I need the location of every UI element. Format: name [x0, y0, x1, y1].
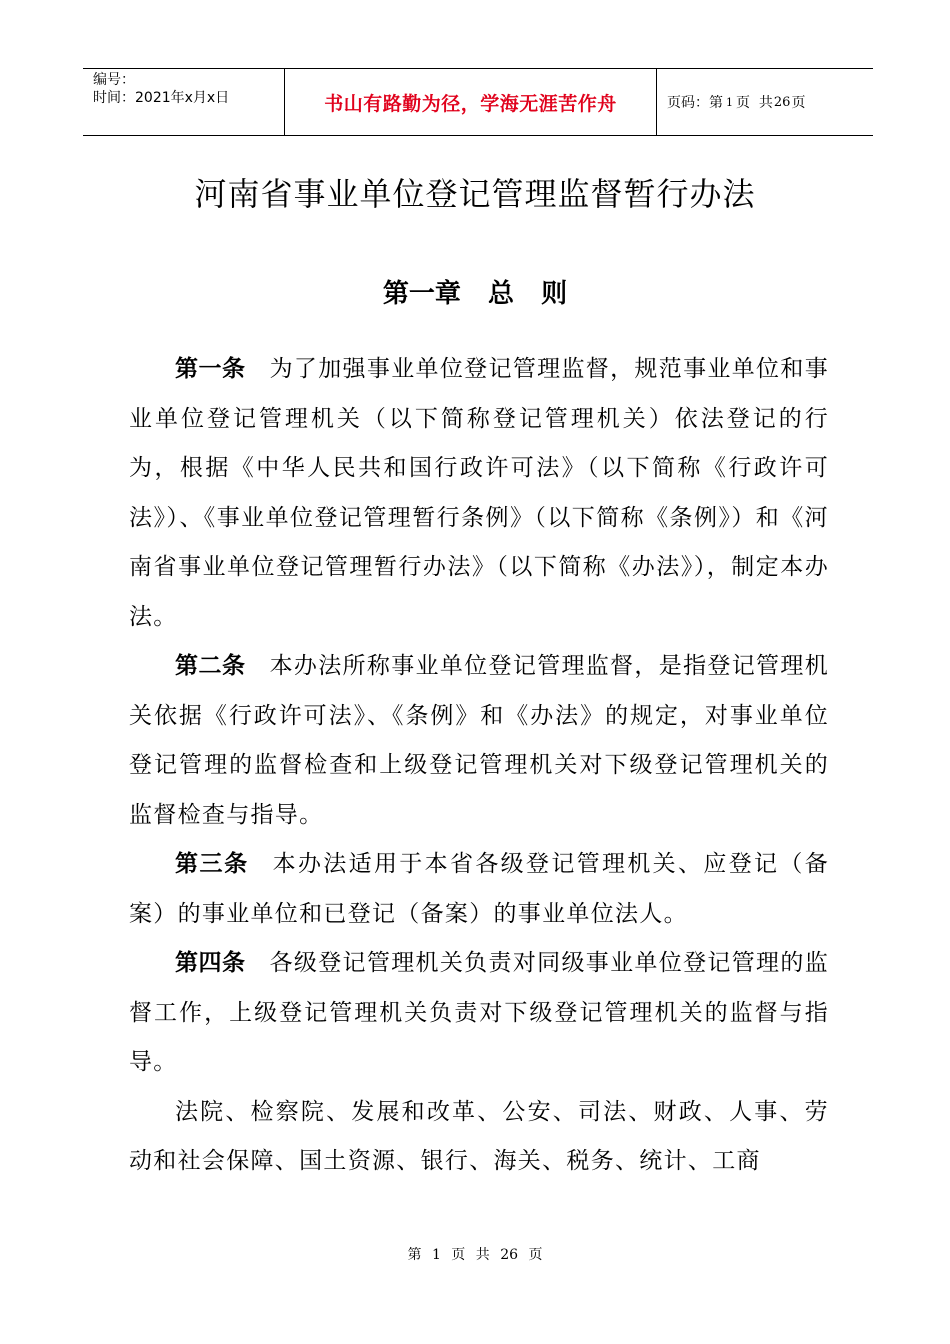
header-motto: 书山有路勤为径，学海无涯苦作舟 [284, 69, 657, 135]
page-current: 1 [726, 95, 733, 109]
page-header [83, 68, 873, 136]
document-body [129, 345, 829, 1187]
header-meta [83, 69, 284, 135]
document-time-label: 时间：2021年x月x日 [93, 90, 230, 106]
article-text: 为了加强事业单位登记管理监督，规范事业单位和事业单位登记管理机关（以下简称登记管理机关）依法登记的行为，根据《中华人民共和国行政许可法》（以下简称《行政许可法》）、《事业单位登记管理暂行条例》（以下简称《条例》）和《河南省事业单位登记管理暂行办法》（以下简称《办法》），制定本办法。 [129, 356, 830, 630]
document-title: 河南省事业单位登记管理监督暂行办法 [194, 175, 756, 213]
paragraph-text: 法院、检察院、发展和改革、公安、司法、财政、人事、劳动和社会保障、国土资源、银行、海关、税务、统计、工商 [129, 1098, 829, 1174]
page-mid: 页 共 [736, 95, 773, 111]
header-page-info [657, 69, 873, 135]
chapter-heading: 第一章 总 则 [382, 279, 568, 309]
continuation-paragraph [129, 1088, 829, 1187]
article-paragraph [129, 642, 829, 840]
document-number-label: 编号： [93, 72, 135, 88]
page-prefix: 页码：第 [667, 95, 723, 111]
page-suffix: 页 [791, 95, 806, 111]
article-label: 第二条 [175, 653, 246, 679]
article-label: 第四条 [175, 950, 246, 976]
article-text: 本办法适用于本省各级登记管理机关、应登记（备案）的事业单位和已登记（备案）的事业单位法人。 [129, 851, 830, 927]
page-footer: 第 1 页 共 26 页 [407, 1247, 543, 1263]
article-text: 本办法所称事业单位登记管理监督，是指登记管理机关依据《行政许可法》、《条例》和《办法》的规定，对事业单位登记管理的监督检查和上级登记管理机关对下级登记管理机关的监督检查与指导。 [129, 653, 830, 828]
article-text: 各级登记管理机关负责对同级事业单位登记管理的监督工作，上级登记管理机关负责对下级登记管理机关的监督与指导。 [129, 950, 830, 1075]
article-paragraph [129, 840, 829, 939]
page-total: 26 [773, 94, 791, 110]
article-label: 第一条 [175, 356, 246, 382]
article-label: 第三条 [175, 851, 249, 877]
article-paragraph [129, 939, 829, 1088]
article-paragraph [129, 345, 829, 642]
